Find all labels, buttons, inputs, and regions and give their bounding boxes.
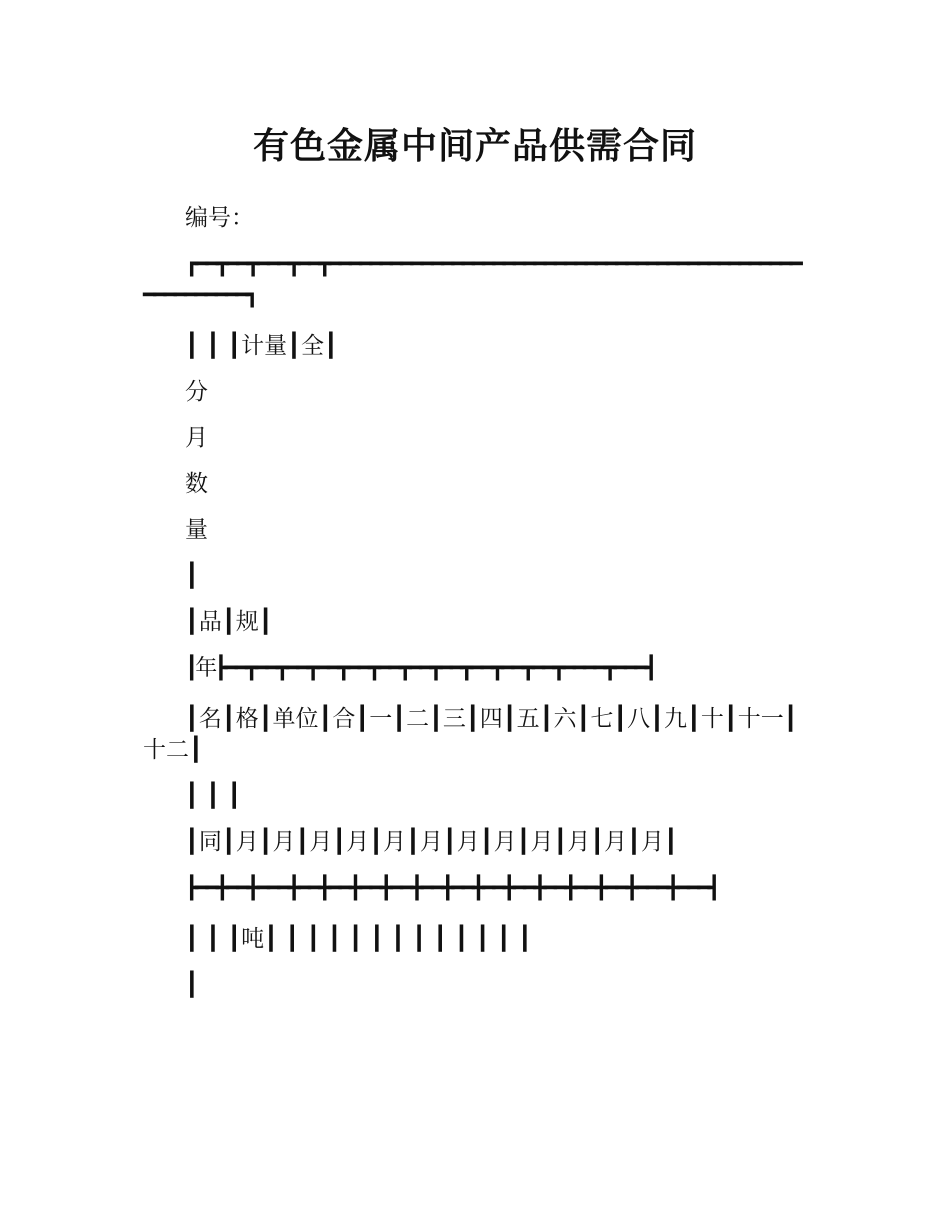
document-body: [143, 203, 808, 1016]
table-row-ton-unit: ┃ ┃ ┃吨┃ ┃ ┃ ┃ ┃ ┃ ┃ ┃ ┃ ┃ ┃ ┃ ┃: [185, 926, 532, 952]
table-middle-border: ┣━━╋━━╋━━━╋━━╋━━╋━━╋━━╋━━╋━━╋━━╋━━╋━━╋━━╋━━╋━━━╋━━━┫: [185, 876, 718, 901]
table-row-product-spec: ┃品┃规┃: [185, 609, 273, 635]
table-top-border: ┏━━┳━━┳━━━┳━━┳━━━━━━━━━━━━━━━━━━━━━━━━━━━━━━━━━━━━━━━━━━━━━━━━━━━━━━━━┓: [143, 252, 800, 308]
table-row-empty-bars: ┃ ┃ ┃: [185, 783, 242, 809]
header-char-yue: 月: [185, 425, 208, 451]
table-row-month-units: ┃同┃月┃月┃月┃月┃月┃月┃月┃月┃月┃月┃月┃月┃: [185, 829, 678, 855]
document-title: 有色金属中间产品供需合同: [252, 126, 697, 167]
table-row-month-names: ┃名┃格┃单位┃合┃一┃二┃三┃四┃五┃六┃七┃八┃九┃十┃十一┃十二┃: [143, 706, 798, 763]
contract-number-label: 编号：: [185, 205, 254, 231]
header-char-liang: 量: [185, 517, 208, 543]
header-char-shu: 数: [185, 471, 208, 497]
table-row-year-divider: ┃年┣━━┳━━┳━━┳━━┳━━┳━━┳━━┳━━┳━━┳━━┳━━┳━━━━┳━━━┫: [185, 656, 655, 681]
header-char-fen: 分: [185, 379, 208, 405]
table-bar-line-bottom: ┃: [185, 972, 199, 998]
table-bar-line: ┃: [185, 563, 199, 589]
table-row-header-measure: ┃ ┃ ┃计量┃全┃: [185, 333, 338, 359]
